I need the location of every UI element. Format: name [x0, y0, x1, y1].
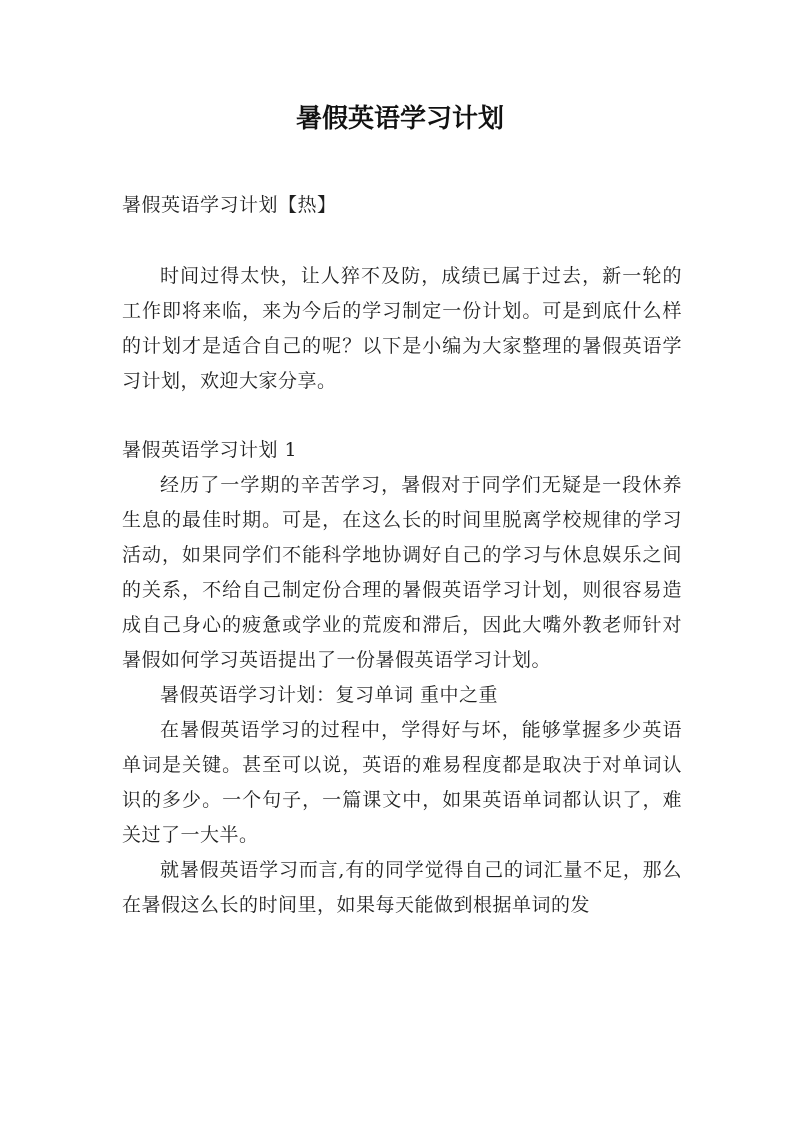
sub-heading: 暑假英语学习计划：复习单词 重中之重 — [160, 684, 499, 706]
section-heading: 暑假英语学习计划 1 — [122, 439, 298, 461]
document-title: 暑假英语学习计划 — [295, 104, 504, 134]
intro-paragraph: 时间过得太快，让人猝不及防，成绩已属于过去，新一轮的工作即将来临，来为今后的学习制定一份计划。可是到底什么样的计划才是适合自己的呢？以下是小编为大家整理的暑假英语学习计划，欢迎大家分享。 — [122, 265, 682, 392]
body-paragraph: 就暑假英语学习而言,有的同学觉得自己的词汇量不足，那么在暑假这么长的时间里，如果每天能做到根据单词的发 — [122, 859, 682, 916]
document-subtitle: 暑假英语学习计划【热】 — [122, 194, 337, 216]
body-paragraph: 经历了一学期的辛苦学习，暑假对于同学们无疑是一段休养生息的最佳时期。可是，在这么长的时间里脱离学校规律的学习活动，如果同学们不能科学地协调好自己的学习与休息娱乐之间的关系，不给自己制定份合理的暑假英语学习计划，则很容易造成自己身心的疲惫或学业的荒废和滞后，因此大嘴外教老师针对暑假如何学习英语提出了一份暑假英语学习计划。 — [122, 474, 682, 671]
body-paragraph: 在暑假英语学习的过程中，学得好与坏，能够掌握多少英语单词是关键。甚至可以说，英语的难易程度都是取决于对单词认识的多少。一个句子，一篇课文中，如果英语单词都认识了，难关过了一大半。 — [122, 719, 682, 846]
document-body — [122, 188, 682, 923]
